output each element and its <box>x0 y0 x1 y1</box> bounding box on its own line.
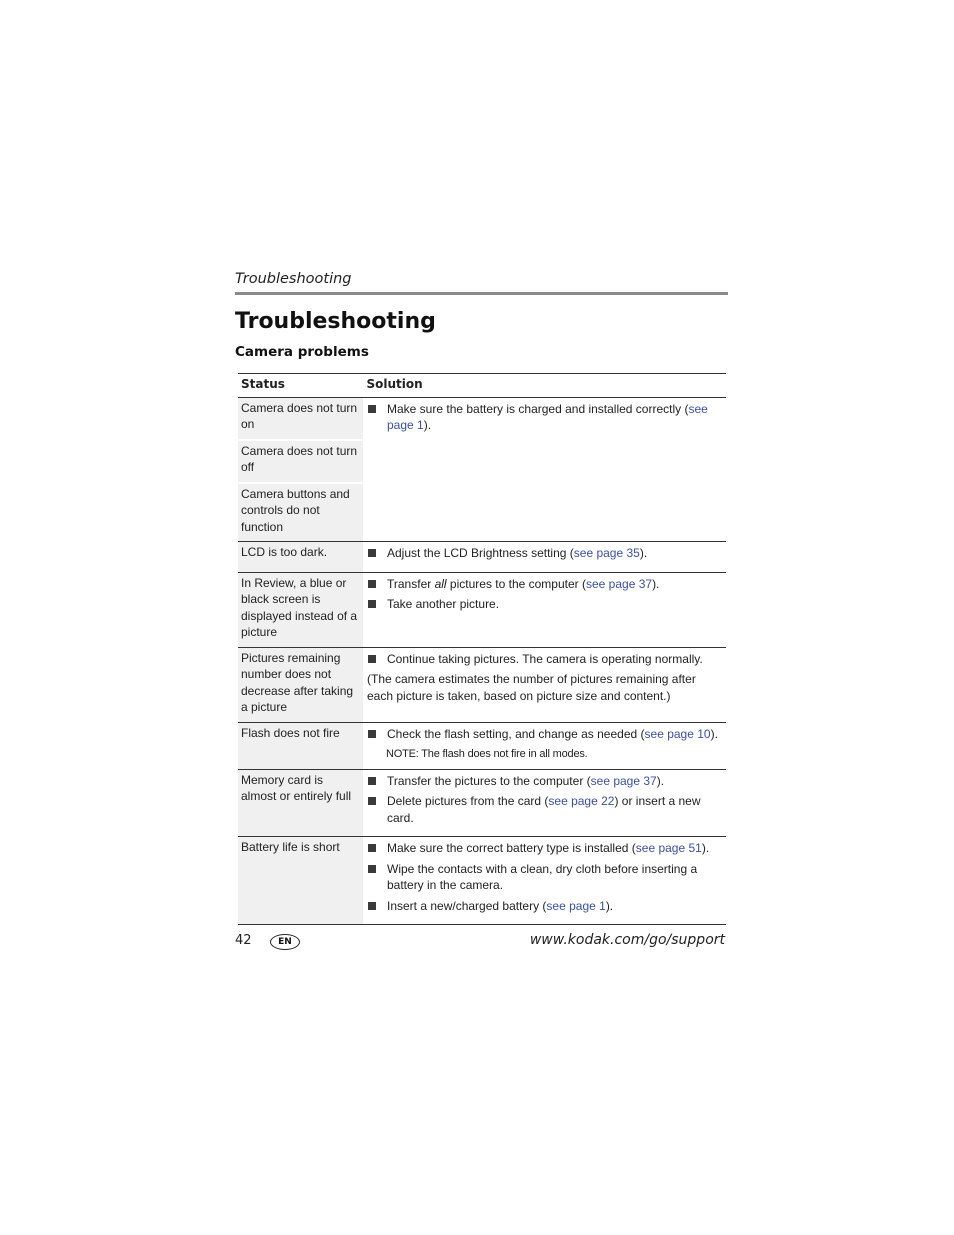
support-url[interactable]: www.kodak.com/go/support <box>529 932 725 948</box>
language-badge-icon: EN <box>270 934 300 950</box>
status-cell: Flash does not fire <box>238 722 363 769</box>
bullet-text-end: ). <box>605 898 614 913</box>
bullet-item <box>367 651 723 668</box>
page-link[interactable]: see page 1 <box>546 898 606 913</box>
bullet-text: Wipe the contacts with a clean, dry cloth before inserting a battery in the camera. <box>387 861 698 892</box>
header-rule <box>235 292 728 295</box>
page-link[interactable]: see page 51 <box>635 841 702 855</box>
troubleshooting-table <box>238 373 726 925</box>
bullet-item <box>367 401 723 434</box>
page-link[interactable]: see page 10 <box>644 726 711 741</box>
page-link[interactable]: see page 1 <box>387 401 708 432</box>
status-cell: Pictures remaining number does not decrease after taking a picture <box>238 647 363 722</box>
bullet-item <box>367 576 723 593</box>
square-bullet-icon <box>368 844 376 852</box>
status-cell: Camera does not turn off <box>238 440 363 483</box>
page-title: Troubleshooting <box>235 309 436 334</box>
bullet-item <box>367 545 723 562</box>
section-title: Camera problems <box>235 344 369 360</box>
bullet-item <box>367 793 723 826</box>
solution-cell <box>363 542 726 573</box>
bullet-text: Take another picture. <box>387 597 500 611</box>
flash-note: NOTE: The flash does not fire in all modes. <box>386 748 588 760</box>
table-header-row <box>238 374 726 398</box>
bullet-text-end: ). <box>423 418 432 432</box>
bullet-text-end: ). <box>652 576 660 591</box>
table-row <box>238 542 726 573</box>
square-bullet-icon <box>368 902 376 910</box>
bullet-text: Transfer <box>387 576 435 591</box>
table-row <box>238 647 726 722</box>
status-cell: In Review, a blue or black screen is displayed instead of a picture <box>238 572 363 647</box>
bullet-text: Insert a new/charged battery ( <box>387 898 547 913</box>
solution-cell <box>363 837 726 925</box>
table-row <box>238 572 726 647</box>
bullet-text-end: ) or insert a new card. <box>387 794 701 825</box>
bullet-text-mid: pictures to the computer ( <box>446 576 586 591</box>
bullet-text: Transfer the pictures to the computer ( <box>387 773 591 788</box>
status-cell: LCD is too dark. <box>238 542 363 573</box>
solution-cell <box>363 572 726 647</box>
page-link[interactable]: see page 37 <box>586 576 653 591</box>
square-bullet-icon <box>368 797 376 805</box>
emphasis-text: all <box>434 576 447 591</box>
bullet-text: Make sure the battery is charged and installed correctly ( <box>387 401 689 416</box>
square-bullet-icon <box>368 549 376 557</box>
bullet-text: Continue taking pictures. The camera is operating normally. <box>387 651 703 666</box>
solution-cell <box>363 647 726 722</box>
bullet-item <box>367 773 723 790</box>
table-row <box>238 722 726 769</box>
square-bullet-icon <box>368 655 376 663</box>
table-row <box>238 397 726 440</box>
bullet-text-end: ). <box>701 841 710 855</box>
bullet-item <box>367 861 723 894</box>
bullet-text: Adjust the LCD Brightness setting ( <box>387 546 574 560</box>
explanation-paragraph: (The camera estimates the number of pictures remaining after each picture is taken, based on picture size and content.) <box>367 672 696 703</box>
square-bullet-icon <box>368 405 376 413</box>
bullet-text-end: ). <box>639 546 648 560</box>
status-column-header: Status <box>238 374 363 398</box>
solution-column-header: Solution <box>363 374 726 398</box>
status-cell: Camera does not turn on <box>238 397 363 440</box>
page-link[interactable]: see page 37 <box>590 773 657 788</box>
square-bullet-icon <box>368 865 376 873</box>
bullet-text-end: ). <box>656 773 665 788</box>
bullet-text: Delete pictures from the card ( <box>387 794 549 808</box>
page-link[interactable]: see page 35 <box>573 546 640 560</box>
bullet-item <box>367 596 723 613</box>
page-number: 42 <box>235 933 252 948</box>
status-cell: Camera buttons and controls do not function <box>238 483 363 542</box>
bullet-text: Make sure the correct battery type is installed ( <box>387 841 636 855</box>
table-row <box>238 769 726 837</box>
status-cell: Memory card is almost or entirely full <box>238 769 363 837</box>
square-bullet-icon <box>368 600 376 608</box>
solution-cell <box>363 397 726 542</box>
square-bullet-icon <box>368 580 376 588</box>
bullet-item <box>367 726 723 743</box>
square-bullet-icon <box>368 730 376 738</box>
bullet-text-end: ). <box>710 726 718 741</box>
bullet-item <box>367 898 723 915</box>
status-cell: Battery life is short <box>238 837 363 925</box>
bullet-text: Check the flash setting, and change as needed ( <box>387 726 645 741</box>
bullet-item <box>367 840 723 857</box>
square-bullet-icon <box>368 777 376 785</box>
solution-cell <box>363 769 726 837</box>
page-link[interactable]: see page 22 <box>548 794 615 808</box>
solution-cell <box>363 722 726 769</box>
table-row <box>238 837 726 925</box>
running-head: Troubleshooting <box>235 271 352 287</box>
